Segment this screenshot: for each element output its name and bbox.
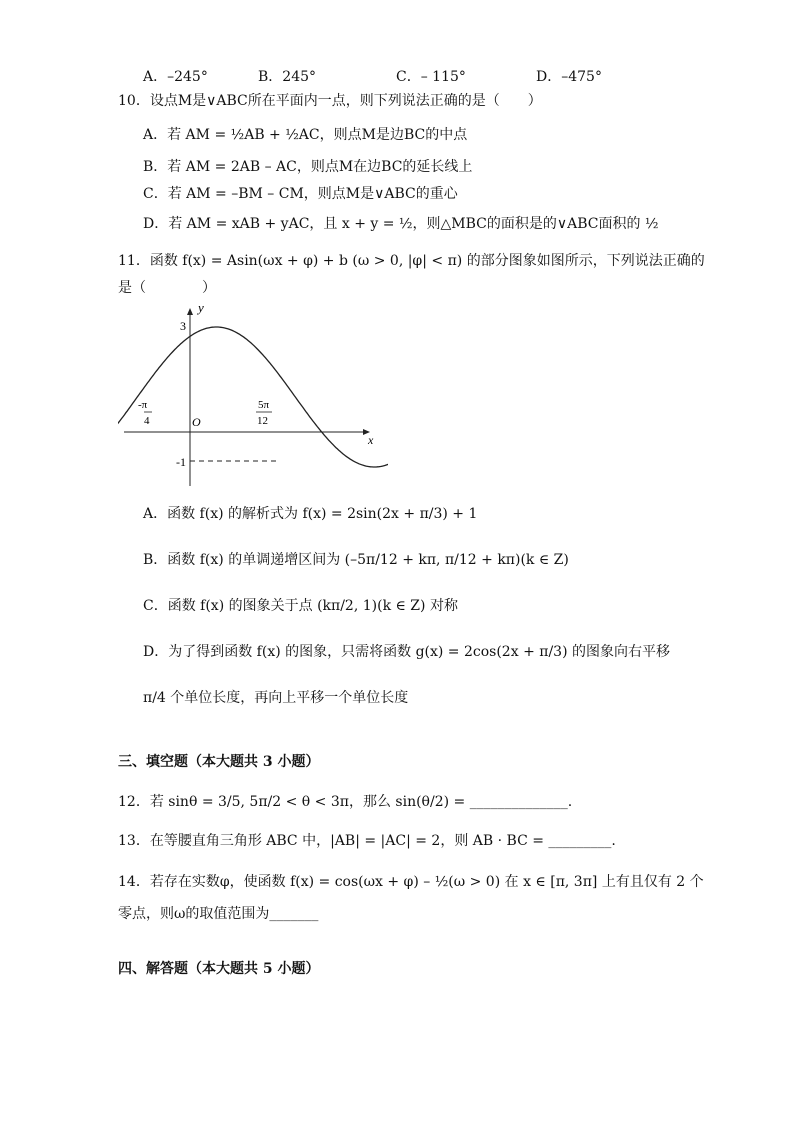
q9-option-c: C．– 115° (396, 69, 466, 85)
y-max-label: 3 (180, 319, 186, 333)
q11-option-b: B．函数 f(x) 的单调递增区间为 (–5π/12 + kπ, π/12 + kπ)(k ∈ Z) (143, 552, 569, 568)
section-4-heading: 四、解答题（本大题共 5 小题） (118, 961, 320, 977)
q11-option-c: C．函数 f(x) 的图象关于点 (kπ/2, 1)(k ∈ Z) 对称 (143, 598, 458, 614)
x-left-label (138, 399, 152, 427)
x-right-label (256, 399, 272, 427)
q9-option-b: B．245° (258, 69, 317, 85)
function-graph (118, 300, 388, 490)
q10-option-b: B．若 AM = 2AB – AC，则点M在边BC的延长线上 (143, 159, 473, 175)
y-axis-arrow (187, 308, 193, 315)
sine-curve (118, 327, 388, 467)
q10-stem: 10．设点M是∨ABC所在平面内一点，则下列说法正确的是（ ） (118, 93, 542, 109)
svg-text:-π: -π (138, 399, 148, 411)
q11-option-a: A．函数 f(x) 的解析式为 f(x) = 2sin(2x + π/3) + 1 (143, 506, 478, 522)
q14-line1: 14．若存在实数φ，使函数 f(x) = cos(ωx + φ) – ½(ω > 0) 在 x ∈ [π, 3π] 上有且仅有 2 个 (118, 874, 704, 890)
y-min-label: -1 (176, 455, 186, 469)
q11-stem-line1: 11．函数 f(x) = Asin(ωx + φ) + b (ω > 0, |φ| < π) 的部分图象如图所示，下列说法正确的 (118, 253, 705, 269)
svg-text:4: 4 (144, 415, 150, 427)
q9-option-a: A．–245° (143, 69, 208, 85)
q10-option-a: A．若 AM = ½AB + ½AC，则点M是边BC的中点 (143, 127, 468, 143)
origin-label: O (192, 415, 201, 429)
q13: 13．在等腰直角三角形 ABC 中，|AB| = |AC| = 2，则 AB · BC = _________. (118, 833, 616, 849)
q9-option-d: D．–475° (536, 69, 602, 85)
q11-stem-line2: 是（ ） (118, 280, 216, 296)
section-3-heading: 三、填空题（本大题共 3 小题） (118, 754, 320, 770)
y-axis-label: y (198, 300, 204, 315)
q12: 12．若 sinθ = 3/5, 5π/2 < θ < 3π，那么 sin(θ/2) = ______________. (118, 794, 573, 810)
q11-option-d-line2: π/4 个单位长度，再向上平移一个单位长度 (143, 690, 409, 706)
svg-text:12: 12 (257, 415, 268, 427)
q11-option-d-line1: D．为了得到函数 f(x) 的图象，只需将函数 g(x) = 2cos(2x + π/3) 的图象向右平移 (143, 644, 670, 660)
svg-text:5π: 5π (258, 399, 270, 411)
q14-line2: 零点，则ω的取值范围为_______ (118, 906, 319, 922)
q10-option-d: D．若 AM = xAB + yAC，且 x + y = ½，则△MBC的面积是的∨ABC面积的 ½ (143, 216, 659, 232)
x-axis-label: x (368, 433, 374, 447)
q10-option-c: C．若 AM = –BM – CM，则点M是∨ABC的重心 (143, 186, 458, 202)
